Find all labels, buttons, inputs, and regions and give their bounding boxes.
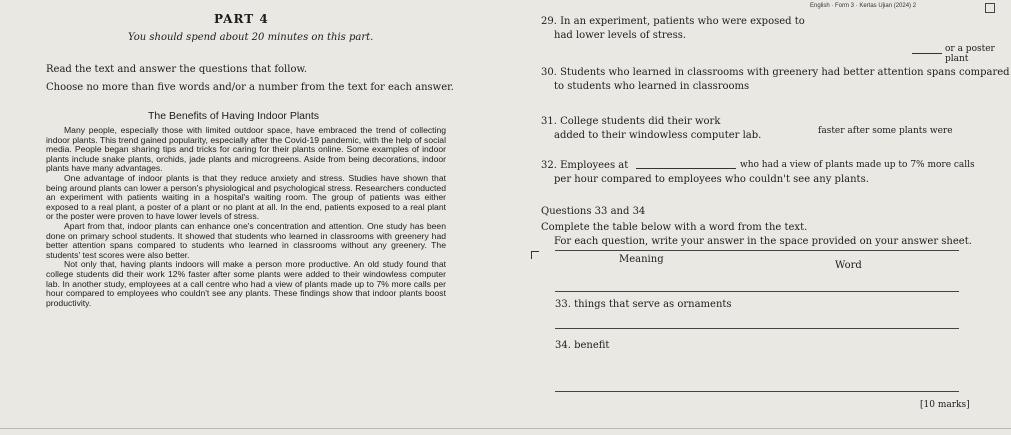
question-32-line2: per hour compared to employees who couldn't see any plants. xyxy=(554,174,869,185)
questions-33-34-instruction-2: For each question, write your answer in the space provided on your answer sheet. xyxy=(554,236,972,247)
part-title: PART 4 xyxy=(214,12,269,26)
question-29-tail: or a poster plant xyxy=(945,44,995,64)
question-31-line2: added to their windowless computer lab. xyxy=(554,130,762,141)
question-32-tail: who had a view of plants made up to 7% more calls xyxy=(740,160,975,170)
article-paragraph: Not only that, having plants indoors will make a person more productive. An old study found that college students did their work 12% faster after some plants were added to their windowless computer lab. In another study, employees at a call centre who had a view of plants made up to 7% more calls per hour compared to employees who couldn't see any plants. These findings show that indoor plants boost productivity. xyxy=(46,259,446,308)
table-bottom-rule xyxy=(555,391,959,392)
paper-tag: English · Form 3 · Kertas Ujian (2024) 2 xyxy=(810,3,917,9)
marks-label: [10 marks] xyxy=(920,400,970,410)
page-box-icon xyxy=(985,3,995,13)
table-row xyxy=(555,291,959,310)
table-row xyxy=(555,328,959,351)
question-29-line1: 29. In an experiment, patients who were exposed to xyxy=(541,16,805,27)
table-header-meaning: Meaning xyxy=(619,254,664,265)
answer-blank-32 xyxy=(636,159,736,169)
question-31-tail: faster after some plants were xyxy=(818,126,953,136)
article-title: The Benefits of Having Indoor Plants xyxy=(148,110,320,122)
question-31-line1: 31. College students did their work xyxy=(541,116,721,127)
question-30-line2: to students who learned in classrooms xyxy=(554,81,750,92)
read-instruction: Read the text and answer the questions that follow. xyxy=(46,64,308,75)
corner-mark-icon xyxy=(531,251,539,259)
table-row-meaning: 33. things that serve as ornaments xyxy=(555,299,732,310)
article-body xyxy=(46,126,446,308)
article-paragraph: One advantage of indoor plants is that they reduce anxiety and stress. Studies have shown that being around plants can lower a person's physiological and psychological stress. Researchers conducted an experiment with patients waiting in a hospital's waiting room. The group of patients was either exposed to a real plant, a poster of a plant or no plant at all. In the end, patients exposed to a real plant or the poster were proven to have lower levels of stress. xyxy=(46,172,446,222)
choose-instruction: Choose no more than five words and/or a number from the text for each answer. xyxy=(46,82,454,93)
table-header-word: Word xyxy=(835,260,862,271)
article-paragraph: Many people, especially those with limited outdoor space, have embraced the trend of collecting indoor plants. This trend gained popularity, especially after the Covid-19 pandemic, with the help of social media. People began sharing tips and tricks for caring for their plants online. Some examples of indoor plants include snake plants, orchids, jade plants and microgreens. Aside from being decorations, indoor plants have many advantages. xyxy=(46,125,446,174)
questions-33-34-title: Questions 33 and 34 xyxy=(541,206,646,217)
article-paragraph: Apart from that, indoor plants can enhance one's concentration and attention. One study has been done on primary school students. It showed that students who learned in classrooms with greenery had better attention spans compared to students who learned in classrooms without any greenery. The students' test scores were also better. xyxy=(46,220,446,260)
question-30-line1: 30. Students who learned in classrooms with greenery had better attention spans compared xyxy=(541,67,1010,78)
table-header-row xyxy=(555,250,959,271)
time-instruction: You should spend about 20 minutes on this part. xyxy=(128,32,374,43)
page-divider xyxy=(0,428,1011,429)
question-32-line1: 32. Employees at xyxy=(541,160,629,171)
answer-table xyxy=(555,250,959,351)
answer-blank-29 xyxy=(912,44,942,54)
questions-33-34-instruction: Complete the table below with a word from the text. xyxy=(541,222,808,233)
question-29-line2: had lower levels of stress. xyxy=(554,30,687,41)
table-row-meaning: 34. benefit xyxy=(555,340,610,351)
